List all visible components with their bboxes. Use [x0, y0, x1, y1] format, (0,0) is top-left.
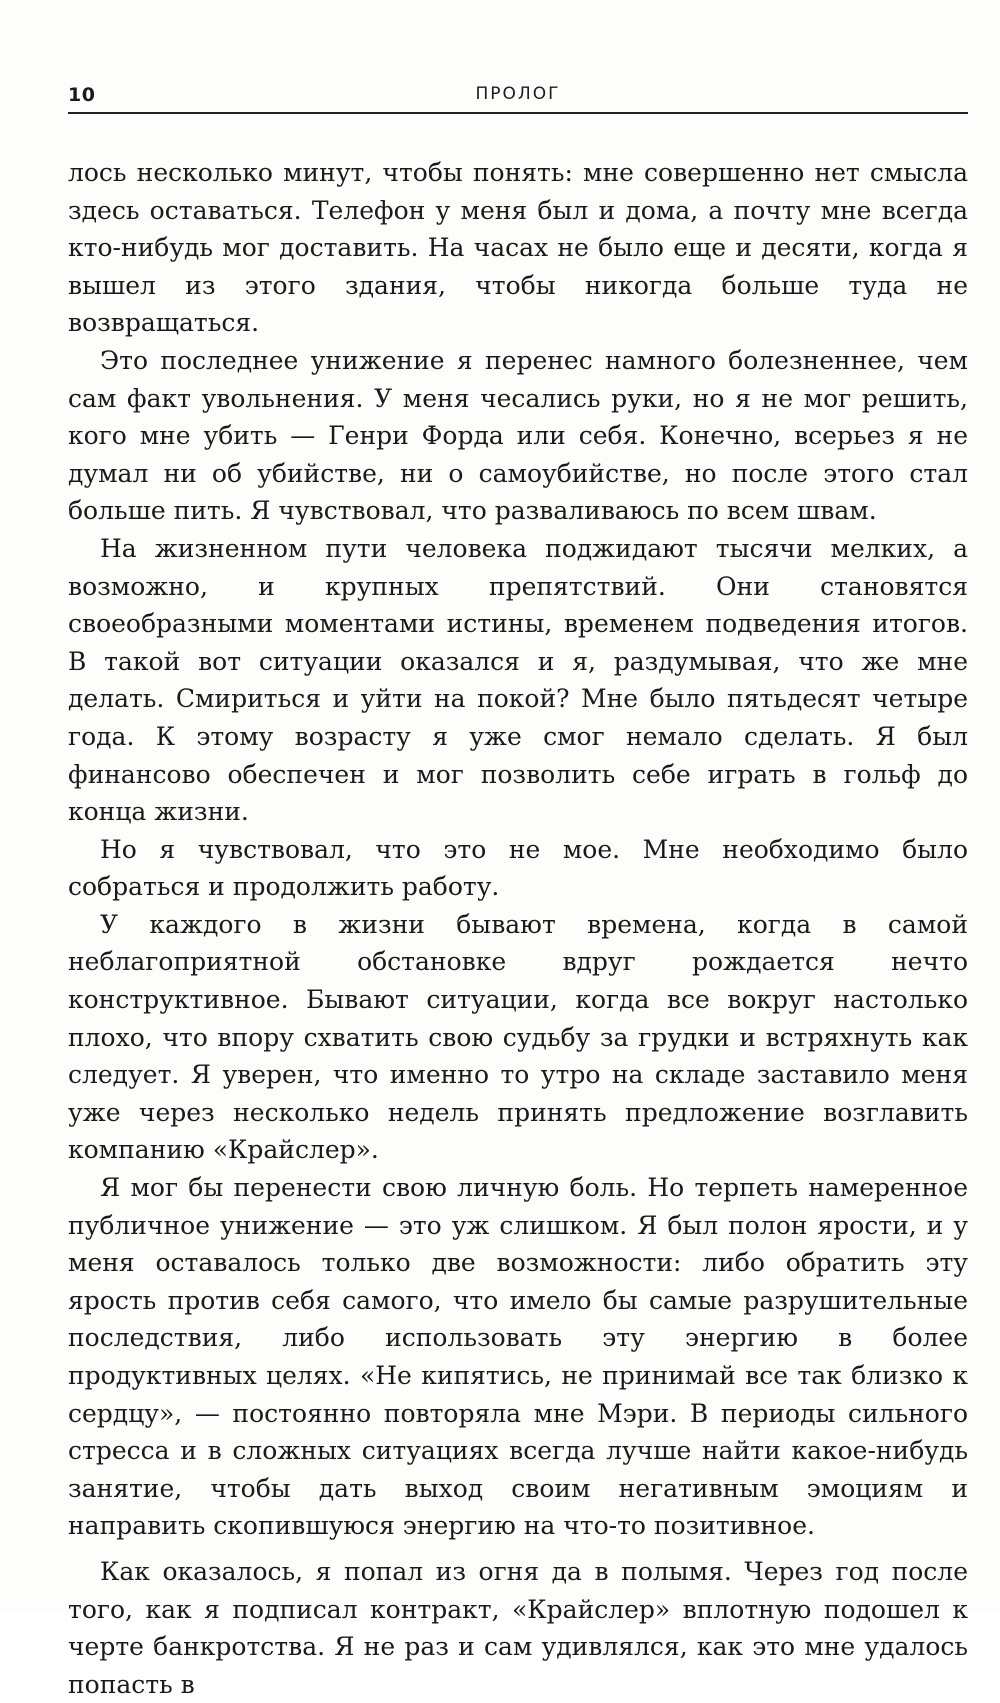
header-rule: [68, 112, 968, 114]
paragraph: Это последнее унижение я перенес намного болезненнее, чем сам факт увольнения. У меня чесались руки, но я не мог решить, кого мне убить — Генри Форда или себя. Конечно, всерьез я не думал ни об убийстве, ни о самоубийстве, но после этого стал больше пить. Я чувствовал, что разваливаюсь по всем швам.: [68, 345, 968, 526]
page-header: [68, 84, 968, 114]
paragraph: Но я чувствовал, что это не мое. Мне необходимо было собраться и продолжить работу.: [68, 834, 968, 902]
running-head: ПРОЛОГ: [475, 84, 561, 104]
paragraph: На жизненном пути человека поджидают тысячи мелких, а возможно, и крупных препятствий. Они становятся своеобразными моментами истины, временем подведения итогов. В такой вот ситуации оказался и я, раздумывая, что же мне делать. Смириться и уйти на покой? Мне было пятьдесят четыре года. К этому возрасту я уже смог немало сделать. Я был финансово обеспечен и мог позволить себе играть в гольф до конца жизни.: [68, 533, 968, 827]
paragraph: Как оказалось, я попал из огня да в полымя. Через год после того, как я подписал контракт, «Крайслер» вплотную подошел к черте банкротства. Я не раз и сам удивлялся, как это мне удалось попасть в: [68, 1556, 968, 1699]
paragraph: У каждого в жизни бывают времена, когда в самой неблагоприятной обстановке вдруг рождается нечто конструктивное. Бывают ситуации, когда все вокруг настолько плохо, что впору схватить свою судьбу за грудки и встряхнуть как следует. Я уверен, что именно то утро на складе заставило меня уже через несколько недель принять предложение возглавить компанию «Крайслер».: [68, 909, 968, 1165]
paragraph-continued: лось несколько минут, чтобы понять: мне совершенно нет смысла здесь оставаться. Телефон у меня был и дома, а почту мне всегда кто-нибудь мог доставить. На часах не было еще и десяти, когда я вышел из этого здания, чтобы никогда больше туда не возвращаться.: [68, 158, 968, 338]
paragraph: Я мог бы перенести свою личную боль. Но терпеть намеренное публичное унижение — это уж слишком. Я был полон ярости, и у меня оставалось только две возможности: либо обратить эту ярость против себя самого, что имело бы самые разрушительные последствия, либо использовать эту энергию в более продуктивных целях. «Не кипятись, не принимай все так близко к сердцу», — постоянно повторяла мне Мэри. В периоды сильного стресса и в сложных ситуациях всегда лучше найти какое-нибудь занятие, чтобы дать выход своим негативным эмоциям и направить скопившуюся энергию на что-то позитивное.: [68, 1173, 968, 1541]
body-text: [68, 154, 968, 1703]
page-number: 10: [68, 84, 96, 106]
